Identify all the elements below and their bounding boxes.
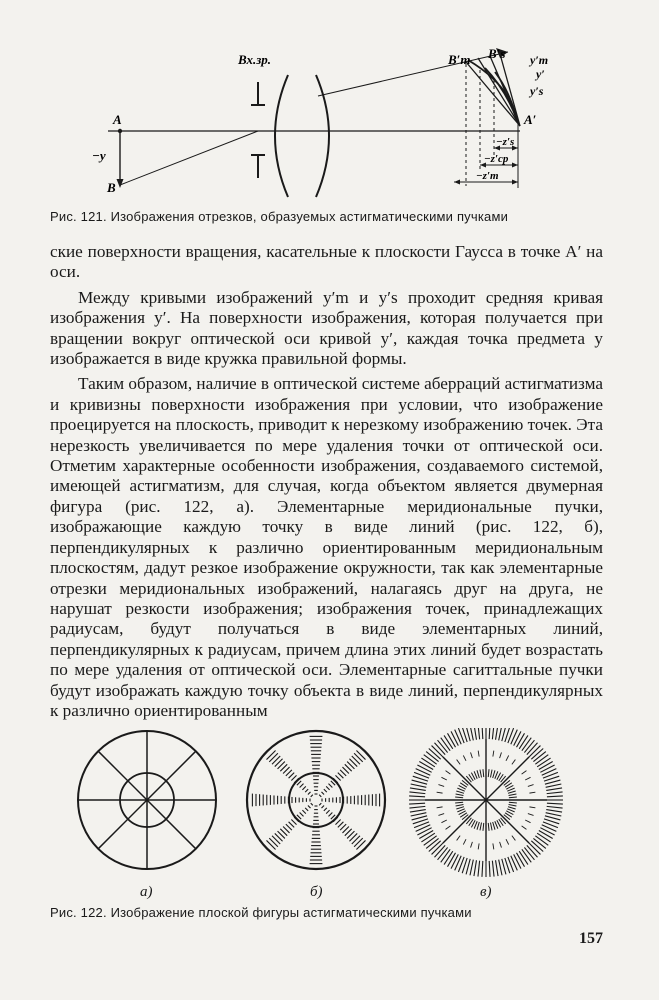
lens [275, 75, 329, 197]
label-zcp: −z′ср [484, 153, 509, 165]
label-y: y′ [536, 67, 545, 81]
figure-122b [247, 731, 385, 869]
sublabel-c: в) [480, 884, 492, 900]
page-number: 157 [579, 930, 603, 947]
paragraph-2: Между кривыми изображений y′m и y′s проходит средняя кривая изображения y′. На поверхности изображения, которая получается при вращении вокруг оптической оси кривой y′, каждая точка предмета y изображается в виде кружка правильной формы. [50, 287, 603, 369]
label-Bm: B′m [448, 52, 471, 67]
paragraph-3: Таким образом, наличие в оптической системе аберраций астигматизма и кривизны поверхности изображения при условии, что изображение проецируется на плоскость, приводит к нерезкому изображению точек. Эта нерезкость увеличивается по мере удаления точки от оптической оси. Отметим характерные особенности изображения, создаваемого системой, имеющей астигматизм, для случая, когда объектом является двумерная фигура (рис. 122, а). Элементарные меридиональные пучки, изображающие каждую точку в виде линий (рис. 122, б), перпендикулярных к различно ориентированным меридиональным плоскостям, дадут резкое изображение окружности, так как элементарные отрезки меридиональных изображений, налагаясь друг на друга, не нарушат резкости изображения; изображения точек, принадлежащих радиусам, будут получаться в виде элементарных линий, перпендикулярных к радиусам, причем длина этих линий будет возрастать по мере удаления от оптической оси. Элементарные сагиттальные пучки будут изображать каждую точку объекта в виде линий, перпендикулярных к различно ориентированным [50, 374, 603, 720]
figure-121-caption: Рис. 121. Изображения отрезков, образуемых астигматическими пучками [50, 209, 509, 224]
label-B: B [107, 180, 116, 195]
body-text [50, 242, 603, 726]
label-minus-y: −y [92, 148, 106, 163]
figure-122-diagram [0, 728, 659, 913]
label-Bs: B′s [488, 46, 506, 61]
label-zs: −z′s [496, 136, 515, 148]
chief-ray-object [120, 131, 258, 185]
label-ym: y′m [530, 53, 549, 67]
label-zm: −z′m [476, 170, 499, 182]
sublabel-a: а) [140, 884, 153, 900]
sublabel-b: б) [310, 884, 323, 900]
figure-122-caption: Рис. 122. Изображение плоской фигуры астигматическими пучками [50, 905, 472, 920]
label-A-prime: A′ [524, 112, 537, 127]
figure-121-diagram [0, 0, 659, 205]
figure-122c [409, 728, 563, 877]
label-A: A [113, 112, 122, 127]
label-stop: Вх.зр. [238, 52, 272, 67]
paragraph-1: ские поверхности вращения, касательные к плоскости Гаусса в точке A′ на оси. [50, 242, 603, 282]
figure-122a [78, 731, 216, 869]
label-ys: y′s [530, 84, 544, 98]
